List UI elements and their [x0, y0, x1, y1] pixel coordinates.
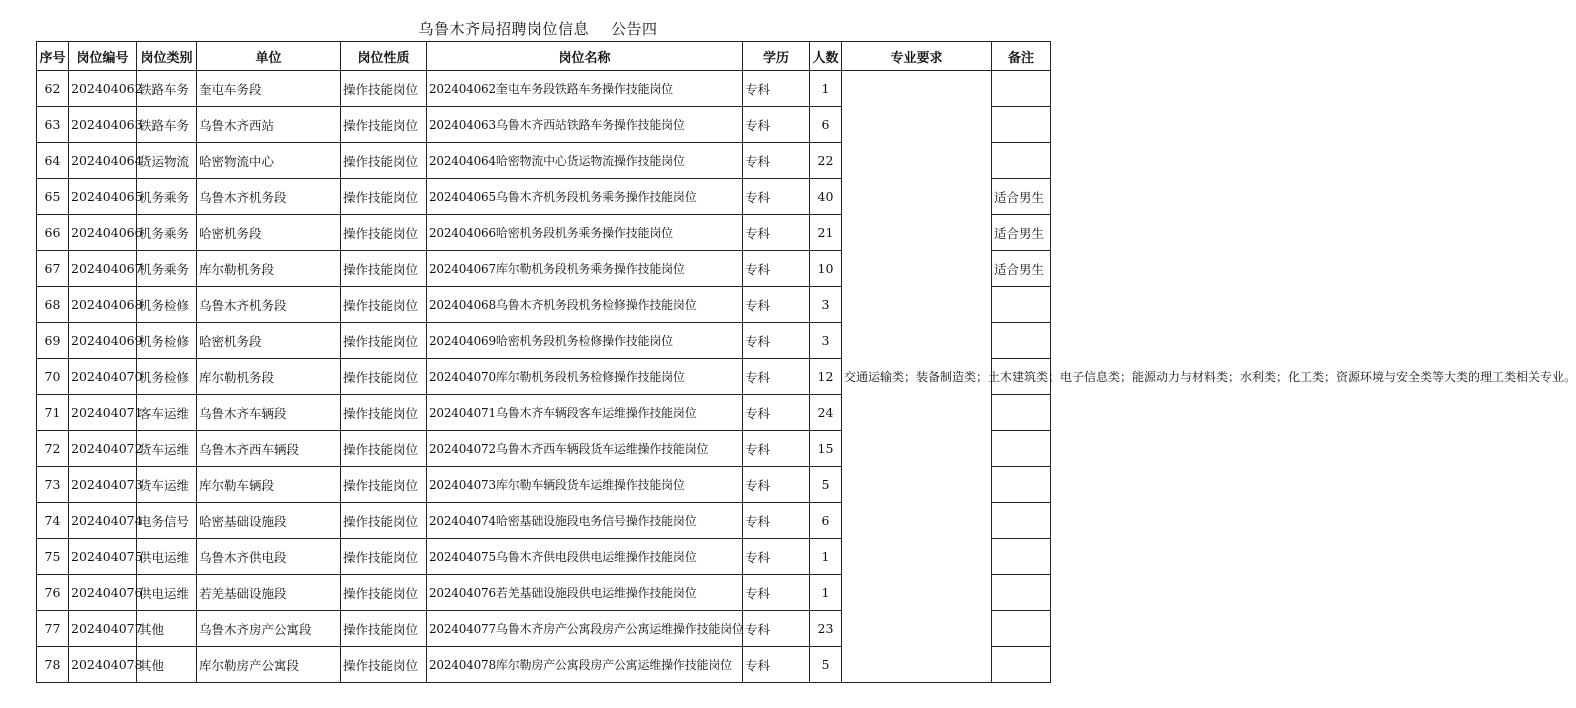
cell-seq: 63: [37, 107, 69, 143]
cell-seq: 65: [37, 179, 69, 215]
cell-note: 适合男生: [992, 215, 1051, 251]
cell-note: [992, 611, 1051, 647]
cell-category: 机务检修: [137, 287, 197, 323]
cell-nature: 操作技能岗位: [341, 395, 427, 431]
cell-seq: 64: [37, 143, 69, 179]
cell-count: 3: [810, 323, 842, 359]
cell-unit: 库尔勒机务段: [197, 359, 341, 395]
cell-code: 202404067: [69, 251, 137, 287]
cell-seq: 66: [37, 215, 69, 251]
header-note: 备注: [992, 42, 1051, 71]
table-row: [37, 71, 1051, 107]
cell-code: 202404078: [69, 647, 137, 683]
cell-note: [992, 431, 1051, 467]
cell-position-name: 202404075乌鲁木齐供电段供电运维操作技能岗位: [427, 539, 743, 575]
cell-count: 10: [810, 251, 842, 287]
cell-edu: 专科: [743, 611, 810, 647]
cell-note: [992, 143, 1051, 179]
header-unit: 单位: [197, 42, 341, 71]
cell-nature: 操作技能岗位: [341, 179, 427, 215]
cell-count: 1: [810, 575, 842, 611]
cell-code: 202404076: [69, 575, 137, 611]
cell-code: 202404073: [69, 467, 137, 503]
title-main: 乌鲁木齐局招聘岗位信息: [418, 20, 589, 38]
cell-position-name: 202404073库尔勒车辆段货车运维操作技能岗位: [427, 467, 743, 503]
cell-code: 202404075: [69, 539, 137, 575]
cell-edu: 专科: [743, 179, 810, 215]
header-code: 岗位编号: [69, 42, 137, 71]
cell-position-name: 202404076若羌基础设施段供电运维操作技能岗位: [427, 575, 743, 611]
cell-edu: 专科: [743, 143, 810, 179]
cell-edu: 专科: [743, 251, 810, 287]
cell-category: 机务检修: [137, 323, 197, 359]
cell-unit: 库尔勒车辆段: [197, 467, 341, 503]
cell-category: 机务检修: [137, 359, 197, 395]
cell-seq: 67: [37, 251, 69, 287]
header-category: 岗位类别: [137, 42, 197, 71]
cell-category: 客车运维: [137, 395, 197, 431]
header-nature: 岗位性质: [341, 42, 427, 71]
cell-code: 202404069: [69, 323, 137, 359]
cell-nature: 操作技能岗位: [341, 359, 427, 395]
cell-position-name: 202404067库尔勒机务段机务乘务操作技能岗位: [427, 251, 743, 287]
cell-category: 供电运维: [137, 539, 197, 575]
cell-unit: 哈密机务段: [197, 215, 341, 251]
header-count: 人数: [810, 42, 842, 71]
cell-edu: 专科: [743, 359, 810, 395]
cell-nature: 操作技能岗位: [341, 539, 427, 575]
cell-seq: 69: [37, 323, 69, 359]
cell-nature: 操作技能岗位: [341, 431, 427, 467]
title-sub: 公告四: [611, 20, 658, 38]
cell-edu: 专科: [743, 647, 810, 683]
cell-note: [992, 647, 1051, 683]
cell-seq: 77: [37, 611, 69, 647]
cell-seq: 68: [37, 287, 69, 323]
cell-count: 24: [810, 395, 842, 431]
cell-requirement: 交通运输类；装备制造类；土木建筑类；电子信息类；能源动力与材料类；水利类；化工类；资源环境与安全类等大类的理工类相关专业。: [842, 71, 992, 683]
cell-count: 6: [810, 503, 842, 539]
cell-category: 铁路车务: [137, 107, 197, 143]
cell-unit: 乌鲁木齐机务段: [197, 179, 341, 215]
cell-nature: 操作技能岗位: [341, 467, 427, 503]
cell-edu: 专科: [743, 215, 810, 251]
cell-position-name: 202404071乌鲁木齐车辆段客车运维操作技能岗位: [427, 395, 743, 431]
cell-nature: 操作技能岗位: [341, 611, 427, 647]
table-header-row: [37, 42, 1051, 71]
cell-position-name: 202404064哈密物流中心货运物流操作技能岗位: [427, 143, 743, 179]
cell-unit: 若羌基础设施段: [197, 575, 341, 611]
cell-seq: 78: [37, 647, 69, 683]
cell-count: 22: [810, 143, 842, 179]
cell-nature: 操作技能岗位: [341, 503, 427, 539]
cell-code: 202404072: [69, 431, 137, 467]
cell-note: 适合男生: [992, 251, 1051, 287]
cell-code: 202404063: [69, 107, 137, 143]
cell-category: 铁路车务: [137, 71, 197, 107]
cell-code: 202404065: [69, 179, 137, 215]
cell-edu: 专科: [743, 287, 810, 323]
cell-count: 5: [810, 467, 842, 503]
cell-count: 1: [810, 539, 842, 575]
cell-note: 适合男生: [992, 179, 1051, 215]
cell-unit: 乌鲁木齐车辆段: [197, 395, 341, 431]
cell-nature: 操作技能岗位: [341, 287, 427, 323]
cell-code: 202404066: [69, 215, 137, 251]
job-table: [36, 41, 1576, 683]
cell-edu: 专科: [743, 323, 810, 359]
cell-code: 202404062: [69, 71, 137, 107]
cell-position-name: 202404062奎屯车务段铁路车务操作技能岗位: [427, 71, 743, 107]
cell-note: [992, 287, 1051, 323]
cell-edu: 专科: [743, 503, 810, 539]
cell-code: 202404074: [69, 503, 137, 539]
cell-position-name: 202404074哈密基础设施段电务信号操作技能岗位: [427, 503, 743, 539]
cell-category: 机务乘务: [137, 251, 197, 287]
cell-unit: 乌鲁木齐房产公寓段: [197, 611, 341, 647]
cell-note: [992, 395, 1051, 431]
cell-edu: 专科: [743, 71, 810, 107]
cell-unit: 乌鲁木齐供电段: [197, 539, 341, 575]
header-requirement: 专业要求: [842, 42, 992, 71]
cell-unit: 库尔勒房产公寓段: [197, 647, 341, 683]
header-edu: 学历: [743, 42, 810, 71]
cell-position-name: 202404063乌鲁木齐西站铁路车务操作技能岗位: [427, 107, 743, 143]
cell-unit: 哈密物流中心: [197, 143, 341, 179]
cell-position-name: 202404077乌鲁木齐房产公寓段房产公寓运维操作技能岗位: [427, 611, 743, 647]
page-title: [0, 18, 1076, 39]
cell-code: 202404077: [69, 611, 137, 647]
cell-count: 15: [810, 431, 842, 467]
cell-nature: 操作技能岗位: [341, 323, 427, 359]
cell-position-name: 202404068乌鲁木齐机务段机务检修操作技能岗位: [427, 287, 743, 323]
cell-unit: 哈密基础设施段: [197, 503, 341, 539]
cell-edu: 专科: [743, 539, 810, 575]
cell-note: [992, 107, 1051, 143]
cell-note: [992, 323, 1051, 359]
cell-position-name: 202404078库尔勒房产公寓段房产公寓运维操作技能岗位: [427, 647, 743, 683]
cell-nature: 操作技能岗位: [341, 107, 427, 143]
cell-count: 3: [810, 287, 842, 323]
cell-nature: 操作技能岗位: [341, 215, 427, 251]
cell-position-name: 202404065乌鲁木齐机务段机务乘务操作技能岗位: [427, 179, 743, 215]
cell-nature: 操作技能岗位: [341, 71, 427, 107]
cell-seq: 72: [37, 431, 69, 467]
cell-edu: 专科: [743, 107, 810, 143]
cell-note: [992, 503, 1051, 539]
header-name: 岗位名称: [427, 42, 743, 71]
cell-seq: 74: [37, 503, 69, 539]
cell-code: 202404071: [69, 395, 137, 431]
cell-category: 供电运维: [137, 575, 197, 611]
cell-edu: 专科: [743, 575, 810, 611]
cell-nature: 操作技能岗位: [341, 647, 427, 683]
cell-seq: 75: [37, 539, 69, 575]
cell-category: 货车运维: [137, 431, 197, 467]
cell-note: [992, 467, 1051, 503]
cell-position-name: 202404069哈密机务段机务检修操作技能岗位: [427, 323, 743, 359]
cell-count: 21: [810, 215, 842, 251]
cell-unit: 乌鲁木齐西站: [197, 107, 341, 143]
cell-nature: 操作技能岗位: [341, 575, 427, 611]
cell-nature: 操作技能岗位: [341, 143, 427, 179]
cell-category: 机务乘务: [137, 179, 197, 215]
cell-unit: 乌鲁木齐西车辆段: [197, 431, 341, 467]
cell-edu: 专科: [743, 431, 810, 467]
cell-edu: 专科: [743, 467, 810, 503]
cell-code: 202404070: [69, 359, 137, 395]
cell-position-name: 202404072乌鲁木齐西车辆段货车运维操作技能岗位: [427, 431, 743, 467]
cell-seq: 71: [37, 395, 69, 431]
cell-category: 电务信号: [137, 503, 197, 539]
cell-note: [992, 575, 1051, 611]
cell-nature: 操作技能岗位: [341, 251, 427, 287]
header-seq: 序号: [37, 42, 69, 71]
cell-position-name: 202404066哈密机务段机务乘务操作技能岗位: [427, 215, 743, 251]
cell-seq: 62: [37, 71, 69, 107]
cell-note: [992, 71, 1051, 107]
cell-seq: 73: [37, 467, 69, 503]
cell-position-name: 202404070库尔勒机务段机务检修操作技能岗位: [427, 359, 743, 395]
cell-category: 货车运维: [137, 467, 197, 503]
cell-count: 23: [810, 611, 842, 647]
cell-count: 1: [810, 71, 842, 107]
cell-seq: 76: [37, 575, 69, 611]
cell-unit: 库尔勒机务段: [197, 251, 341, 287]
cell-seq: 70: [37, 359, 69, 395]
cell-category: 其他: [137, 611, 197, 647]
cell-count: 5: [810, 647, 842, 683]
cell-category: 其他: [137, 647, 197, 683]
cell-unit: 乌鲁木齐机务段: [197, 287, 341, 323]
cell-unit: 哈密机务段: [197, 323, 341, 359]
cell-edu: 专科: [743, 395, 810, 431]
cell-count: 6: [810, 107, 842, 143]
cell-code: 202404064: [69, 143, 137, 179]
cell-count: 12: [810, 359, 842, 395]
cell-note: [992, 539, 1051, 575]
cell-category: 货运物流: [137, 143, 197, 179]
cell-category: 机务乘务: [137, 215, 197, 251]
cell-count: 40: [810, 179, 842, 215]
table-body: [37, 71, 1576, 683]
cell-unit: 奎屯车务段: [197, 71, 341, 107]
cell-code: 202404068: [69, 287, 137, 323]
